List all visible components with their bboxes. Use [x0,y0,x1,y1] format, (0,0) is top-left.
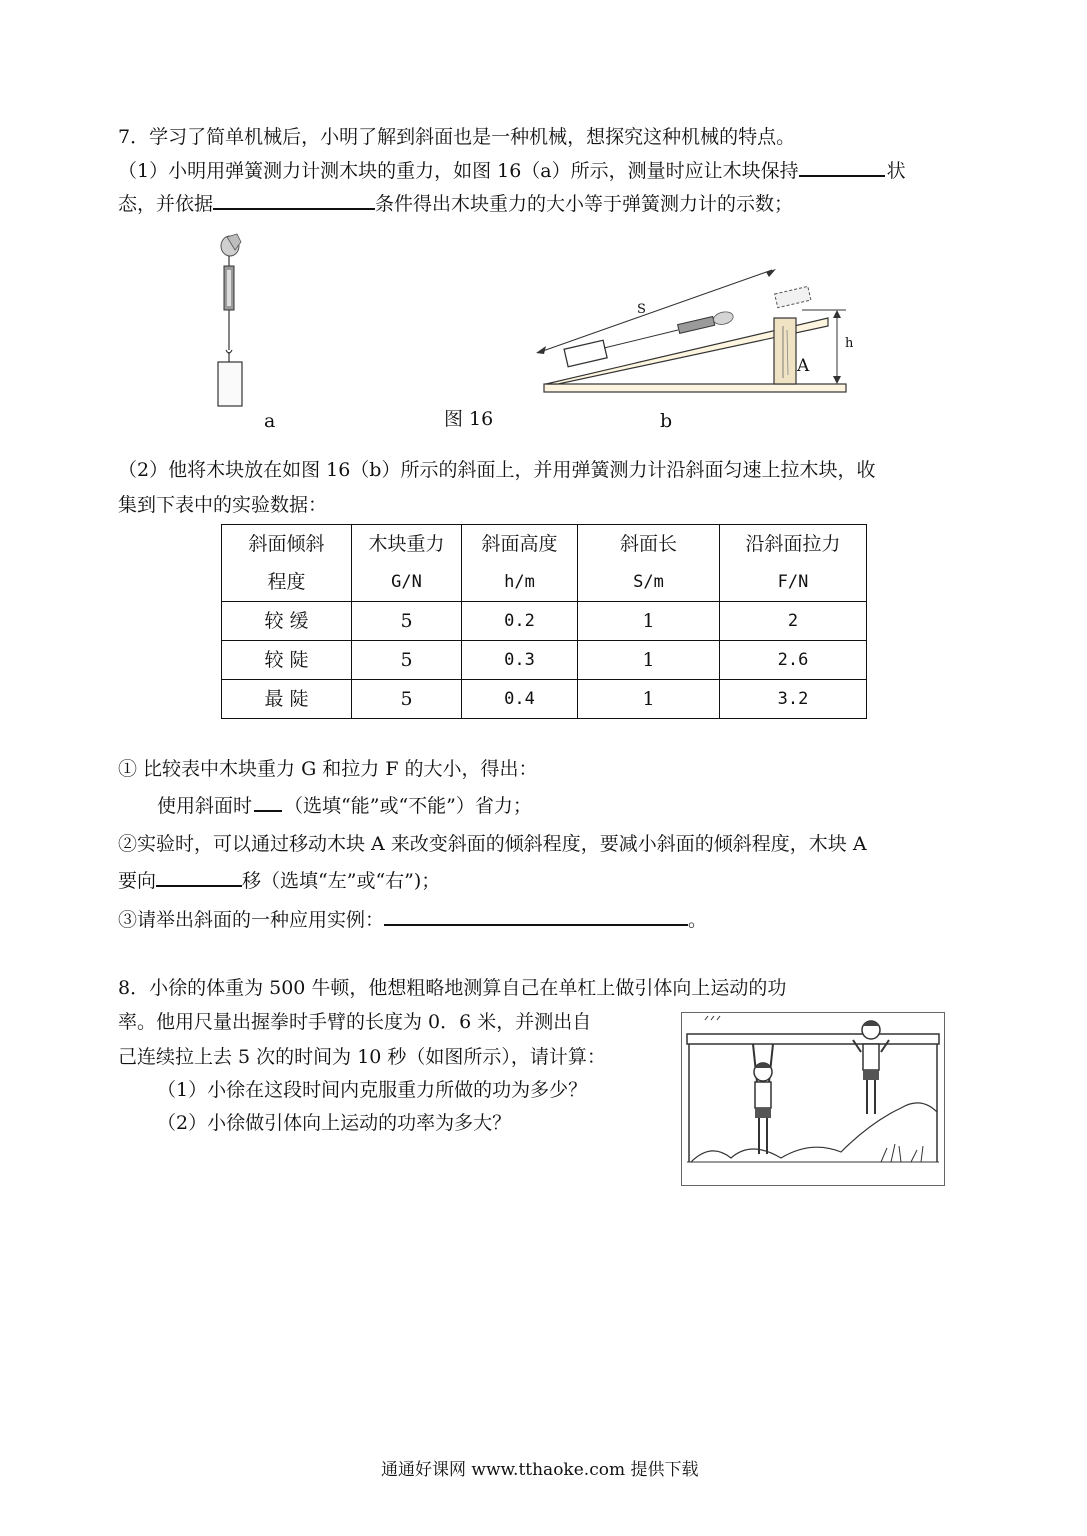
answer-blank-state[interactable] [799,174,885,177]
answer-blank-example[interactable] [384,923,688,926]
q7-sub2-line2 [118,866,440,893]
table-header-cell: 斜面长 S/m [578,525,720,602]
table-header-cell: 斜面高度 h/m [462,525,578,602]
table-row [222,680,867,719]
q7-part1-line2-text-a: 态，并依据 [118,193,214,215]
q7-sub2-line1: ②实验时，可以通过移动木块 A 来改变斜面的倾斜程度，要减小斜面的倾斜程度，木块 A [118,833,867,855]
table-cell: 1 [578,602,720,641]
experiment-data-table [221,524,867,719]
table-header-row [222,525,867,602]
q7-sub1-text-b: （选填“能”或“不能”）省力； [284,795,532,817]
answer-blank-save-force[interactable] [254,809,282,812]
q7-part1-text-a: （1）小明用弹簧测力计测木块的重力，如图 16（a）所示，测量时应让木块保持 [118,160,799,182]
q7-part1-text-b: 状 [886,160,906,182]
q8-sub2: （2）小徐做引体向上运动的功率为多大？ [157,1112,512,1134]
pull-up-illustration [681,1012,945,1186]
q7-sub2-text-b: 移（选填“左”或“右”)； [242,870,441,892]
q7-part1-line1 [118,156,906,183]
q8-line3: 己连续拉上去 5 次的时间为 10 秒（如图所示），请计算： [118,1046,606,1068]
q8-line2: 率。他用尺量出握拳时手臂的长度为 0．6 米，并测出自 [118,1011,592,1033]
table-cell: 较 缓 [222,602,352,641]
q7-part2-line2: 集到下表中的实验数据： [118,494,328,516]
table-cell: 0.2 [462,602,578,641]
q7-sub1-line2 [157,791,532,818]
table-cell: 1 [578,680,720,719]
answer-blank-direction[interactable] [156,884,242,887]
q7-part2-line1: （2）他将木块放在如图 16（b）所示的斜面上，并用弹簧测力计沿斜面匀速上拉木块，收 [118,459,876,481]
table-cell: 1 [578,641,720,680]
figure-16a-spring-scale [205,232,265,412]
table-cell: 5 [352,680,462,719]
table-row [222,641,867,680]
q7-sub3-text-b: 。 [688,909,708,931]
figure-16b-label: b [660,410,673,432]
figure-16b-label-h: h [845,336,854,351]
figure-16b-label-s: S [637,302,646,317]
q7-sub1-text-a: 使用斜面时 [157,795,253,817]
q8-sub1: （1）小徐在这段时间内克服重力所做的功为多少？ [157,1079,588,1101]
table-cell: 0.4 [462,680,578,719]
q7-part1-line2 [118,189,793,216]
table-cell: 5 [352,602,462,641]
q7-sub1-line1: ① 比较表中木块重力 G 和拉力 F 的大小，得出： [118,758,538,780]
q7-title: 7．学习了简单机械后，小明了解到斜面也是一种机械，想探究这种机械的特点。 [118,126,796,148]
figure-16b-incline [528,260,858,400]
table-cell: 2 [720,602,867,641]
table-header-cell: 沿斜面拉力 F/N [720,525,867,602]
q7-sub2-text-a: 要向 [118,870,157,892]
q7-sub3-line [118,905,707,932]
table-row [222,602,867,641]
answer-blank-condition[interactable] [213,207,375,210]
q7-sub3-text-a: ③请举出斜面的一种应用实例： [118,909,385,931]
table-header-cell: 斜面倾斜 程度 [222,525,352,602]
table-cell: 2.6 [720,641,867,680]
q7-part1-line2-text-b: 条件得出木块重力的大小等于弹簧测力计的示数； [375,193,794,215]
page-footer: 通通好课网 www.tthaoke.com 提供下载 [381,1460,699,1480]
figure-16-caption: 图 16 [444,408,494,430]
q8-line1: 8．小徐的体重为 500 牛顿，他想粗略地测算自己在单杠上做引体向上运动的功 [118,977,787,999]
table-cell: 5 [352,641,462,680]
figure-16a-label: a [264,410,276,432]
table-cell: 3.2 [720,680,867,719]
figure-16b-label-block-a: A [797,356,810,376]
table-cell: 较 陡 [222,641,352,680]
table-header-cell: 木块重力 G/N [352,525,462,602]
table-cell: 0.3 [462,641,578,680]
table-cell: 最 陡 [222,680,352,719]
